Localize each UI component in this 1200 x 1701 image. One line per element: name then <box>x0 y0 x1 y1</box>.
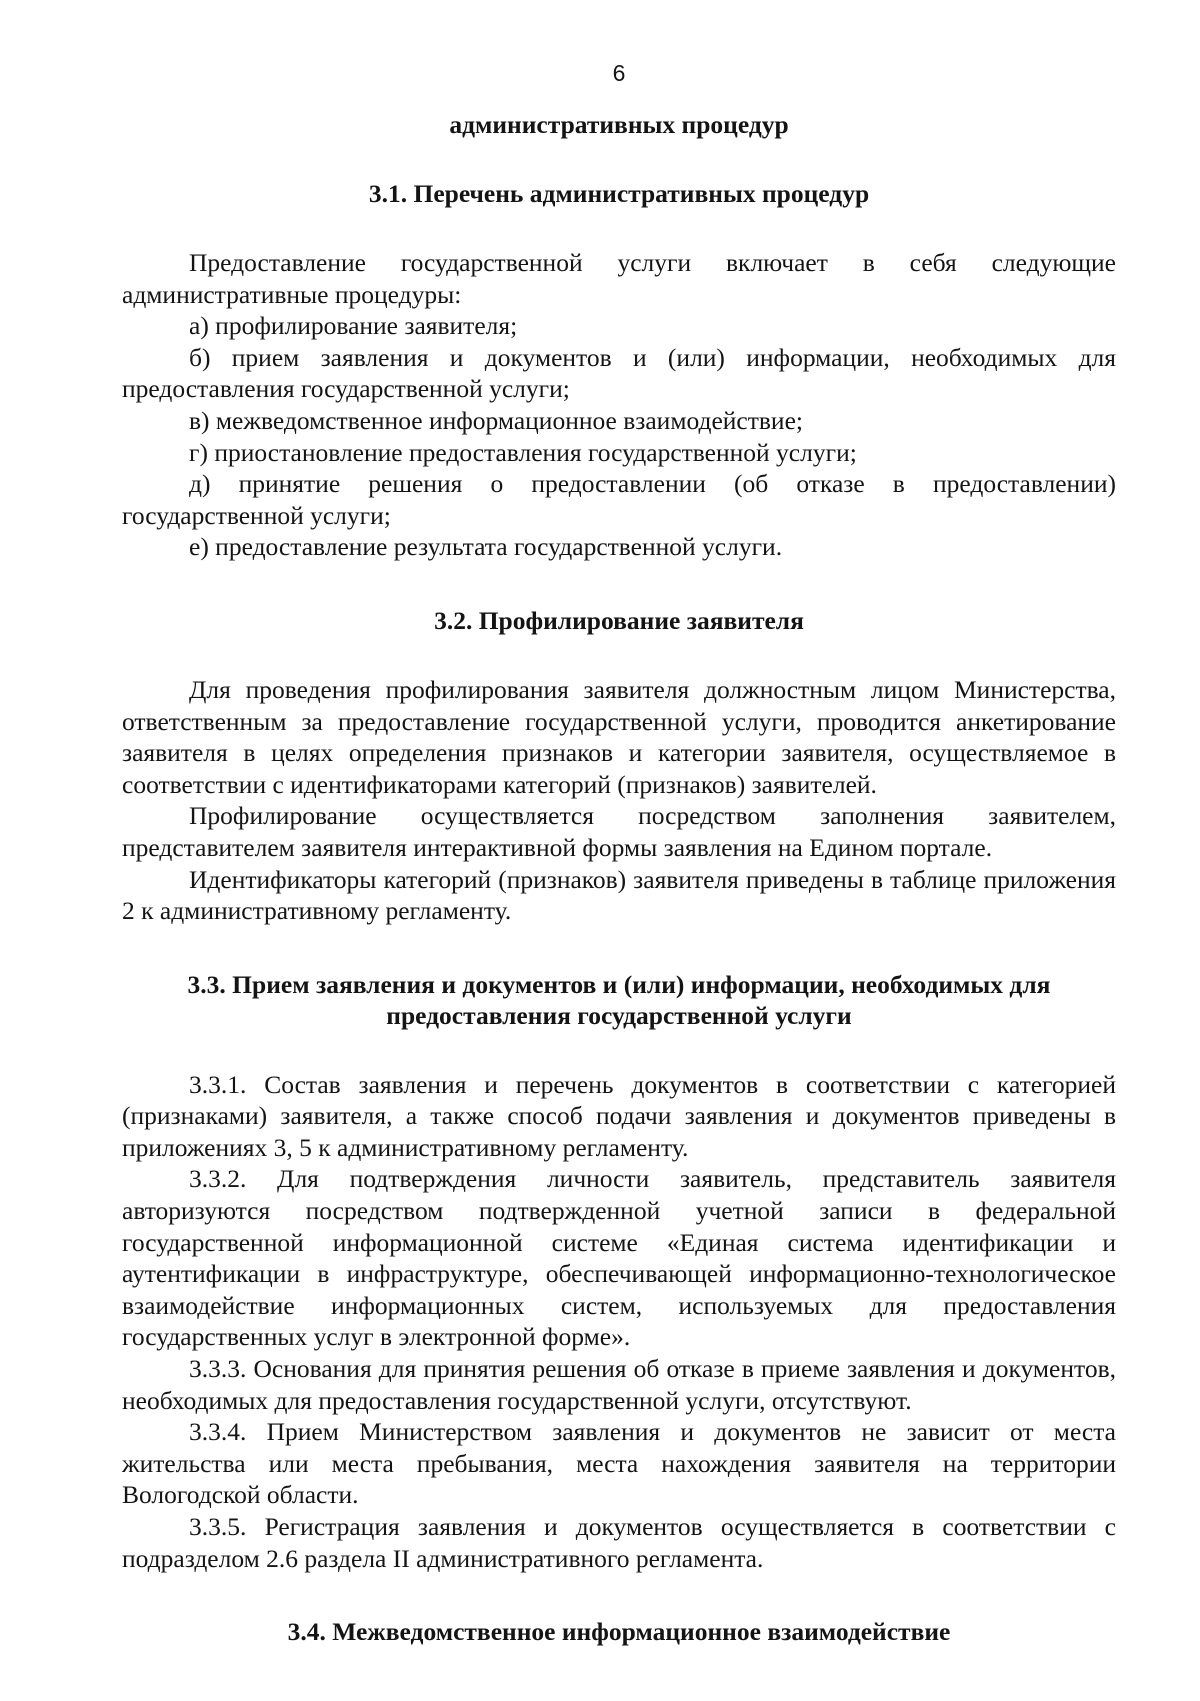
paragraph: Для проведения профилирования заявителя должностным лицом Министерства, ответственным за предоставление государственной услуги, проводится анкетирование заявителя в целях определения признаков и категории заявителя, осуществляемое в соответствии с идентификаторами категорий (признаков) заявителей. <box>122 674 1116 799</box>
paragraph: 3.3.2. Для подтверждения личности заявитель, представитель заявителя авторизуются посредством подтвержденной учетной записи в федеральной государственной информационной системе «Единая система идентификации и аутентификации в инфраструктуре, обеспечивающей информационно-технологическое взаимодействие информационных систем, используемых для предоставления государственных услуг в электронной форме». <box>122 1164 1116 1352</box>
section-3-3-title <box>122 969 1116 1031</box>
list-item: б) прием заявления и документов и (или) информации, необходимых для предоставления государственной услуги; <box>122 342 1116 404</box>
paragraph: Профилирование осуществляется посредством заполнения заявителем, представителем заявителя интерактивной формы заявления на Едином портале. <box>122 801 1116 862</box>
section-3-3-title-line1: 3.3. Прием заявления и документов и (или) информации, необходимых для <box>187 969 1051 999</box>
section-3-1-body <box>122 247 1116 563</box>
paragraph: 3.3.5. Регистрация заявления и документов осуществляется в соответствии с подразделом 2.6 раздела II административного регламента. <box>122 1512 1116 1573</box>
paragraph: Идентификаторы категорий (признаков) заявителя приведены в таблице приложения 2 к административному регламенту. <box>122 864 1116 926</box>
section-3-1-title: 3.1. Перечень административных процедур <box>368 179 870 208</box>
list-item: д) принятие решения о предоставлении (об отказе в предоставлении) государственной услуги; <box>122 469 1116 530</box>
list-item: в) межведомственное информационное взаимодействие; <box>189 405 803 435</box>
document-page <box>122 60 1116 1647</box>
section-3-2-body <box>122 674 1116 927</box>
paragraph: Предоставление государственной услуги включает в себя следующие административные процедуры: <box>122 248 1116 309</box>
page-number: 6 <box>612 60 626 86</box>
section-3-4-title: 3.4. Межведомственное информационное взаимодействие <box>287 1617 951 1647</box>
continued-section-heading: административных процедур <box>449 110 789 139</box>
section-3-3-title-line2: предоставления государственной услуги <box>386 1000 852 1030</box>
paragraph: 3.3.4. Прием Министерством заявления и документов не зависит от места жительства или места пребывания, места нахождения заявителя на территории Вологодской области. <box>122 1417 1116 1510</box>
list-item: е) предоставление результата государственной услуги. <box>189 532 783 562</box>
section-3-3-body <box>122 1069 1116 1575</box>
section-3-2-title: 3.2. Профилирование заявителя <box>434 605 804 635</box>
paragraph: 3.3.1. Состав заявления и перечень документов в соответствии с категорией (признаками) заявителя, а также способ подачи заявления и документов приведены в приложениях 3, 5 к административному регламенту. <box>122 1069 1116 1162</box>
paragraph: 3.3.3. Основания для принятия решения об отказе в приеме заявления и документов, необходимых для предоставления государственной услуги, отсутствуют. <box>122 1354 1116 1415</box>
list-item: г) приостановление предоставления государственной услуги; <box>189 437 857 467</box>
list-item: а) профилирование заявителя; <box>189 311 518 341</box>
